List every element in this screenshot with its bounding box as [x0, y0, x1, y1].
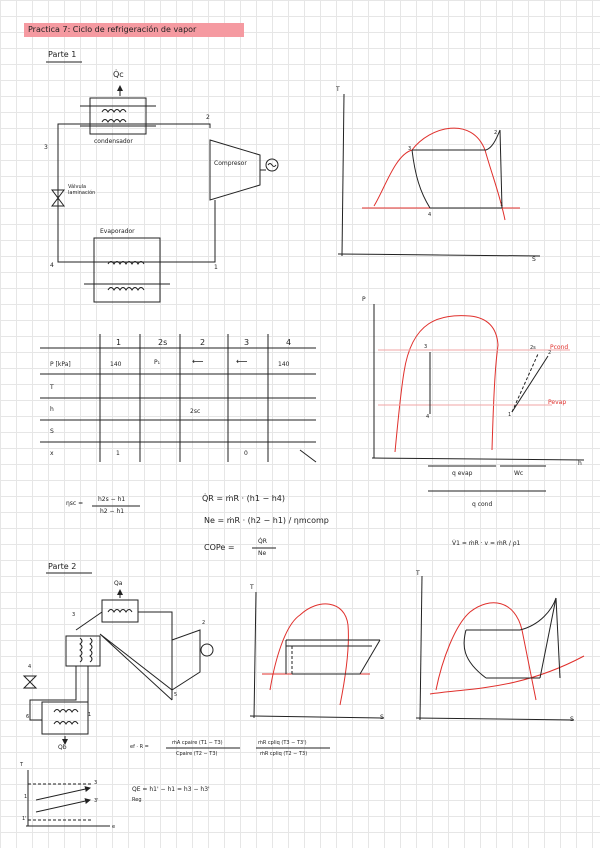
condenser-coil-bottom	[102, 120, 126, 123]
r-frac1-num: ṁA cpaire (T1 − T3)	[172, 740, 223, 746]
r-frac2-den: ṁR cpliq (T2 − T3)	[260, 751, 308, 757]
cell-p-4: 140	[278, 361, 290, 368]
qa-label: Qa	[114, 580, 123, 587]
cell-h-2s: 2sc	[190, 408, 201, 415]
condensador-box	[90, 98, 146, 134]
p2-node-1: 1	[88, 712, 92, 718]
ts-diagram-1	[338, 94, 540, 256]
node-1: 1	[214, 264, 218, 271]
table-header-1: 1	[116, 338, 122, 347]
condenser-coil-top	[102, 110, 126, 113]
mini-t-label: T	[20, 762, 24, 768]
ph1-point-2s: 2s	[530, 345, 536, 351]
cell-p-1: 140	[110, 361, 122, 368]
r-lhs: ef · R =	[130, 744, 149, 750]
ts3-t-label: T	[416, 570, 420, 577]
evaporador-box	[94, 238, 160, 302]
qc-label: Q̇c	[113, 70, 124, 79]
cell-x-3: 0	[244, 450, 248, 457]
mini-point-1p: 1'	[22, 816, 27, 822]
cop-denominator: Ne	[258, 550, 267, 557]
row-label-s: S	[50, 428, 54, 435]
p2-node-5: 5	[174, 692, 178, 698]
evaporador-label: Evaporador	[100, 228, 135, 235]
ts3-s-axis	[416, 718, 574, 720]
ts1-point-1: 1	[500, 202, 504, 208]
cell-p-2s: P₁	[154, 359, 161, 366]
ts1-point-4: 4	[428, 212, 432, 218]
table-header-2s: 2s	[158, 338, 168, 347]
ts2-s-axis	[250, 716, 384, 718]
ts1-t-label: T	[336, 86, 340, 93]
ts1-point-2: 2	[494, 130, 498, 136]
ts3-low-isobar	[430, 656, 584, 694]
ts3-dome	[436, 603, 536, 700]
wc-label: Wc	[514, 470, 524, 477]
table-header-4: 4	[286, 338, 292, 347]
ts-diagram-2	[250, 592, 384, 718]
ph1-isentropic	[512, 354, 538, 412]
ph1-dome	[395, 316, 498, 452]
ts2-t-label: T	[250, 584, 254, 591]
mini-e-label: e	[112, 824, 116, 830]
r-frac1-den: Cpaire (T2 − T3)	[176, 751, 218, 757]
cell-x-1: 1	[116, 450, 120, 457]
p2-node-4: 4	[28, 664, 32, 670]
ts1-expansion	[412, 150, 430, 208]
regenerator	[66, 636, 100, 666]
compresor-label: Compresor	[214, 160, 247, 167]
valvula-label: Válvula laminación	[68, 184, 96, 196]
ph1-h-label: h	[578, 460, 582, 467]
qb-label: Qb	[58, 744, 67, 751]
eta-denominator: h2 − h1	[100, 508, 125, 515]
ts3-t-axis	[420, 576, 422, 720]
page-title: Practica 7: Ciclo de refrigeración de vapor	[24, 23, 244, 37]
ts3-s-label: S	[570, 716, 574, 723]
pevap-label: Pevap	[548, 399, 567, 406]
condensador-label: condensador	[94, 138, 133, 145]
compresor-2	[172, 630, 200, 690]
ph1-point-2: 2	[548, 350, 552, 356]
ph-diagram-1	[372, 304, 584, 491]
v-equation: V̇1 = ṁR · v = ṁR / ρ1	[452, 540, 521, 547]
qevap-label: q evap	[452, 470, 473, 477]
parte1-heading: Parte 1	[48, 50, 77, 59]
node-4: 4	[50, 262, 54, 269]
table-header-2: 2	[200, 338, 206, 347]
ts1-point-3: 3	[408, 146, 412, 152]
p2-node-3: 3	[72, 612, 76, 618]
ts2-dome	[270, 604, 348, 705]
node-3: 3	[44, 144, 48, 151]
p2-node-6: 6	[26, 714, 30, 720]
p2-node-2: 2	[202, 620, 206, 626]
eta-label: ηsc =	[66, 500, 84, 507]
qcond-label: q cond	[472, 501, 493, 508]
ts1-superheat	[486, 130, 500, 150]
cell-p-3: ⟵	[236, 357, 248, 366]
ph1-point-3: 3	[424, 344, 428, 350]
qe-equation: QE = h1' − h1 = h3 − h3'	[132, 786, 210, 793]
ts1-s-label: S	[532, 256, 536, 263]
ts1-dome	[374, 128, 505, 220]
pcond-label: Pcond	[550, 344, 569, 351]
ph1-point-4: 4	[426, 414, 430, 420]
cop-label: COPe =	[204, 543, 235, 552]
ts2-s-label: S	[380, 714, 384, 721]
mini-point-3p: 3'	[94, 798, 99, 804]
ne-equation: Ne = ṁR · (h2 − h1) / ηmcomp	[204, 516, 329, 525]
row-label-x: x	[50, 450, 54, 457]
row-label-h: h	[50, 406, 54, 413]
eta-numerator: h2s − h1	[98, 496, 126, 503]
evaporador-2	[42, 702, 88, 734]
ph1-h-axis	[372, 458, 584, 460]
mini-point-3: 3	[94, 780, 98, 786]
property-table	[40, 334, 316, 462]
cell-p-2: ⟵	[192, 357, 204, 366]
cop-numerator: Q̇R	[258, 538, 267, 545]
qr-equation: Q̇R = ṁR · (h1 − h4)	[202, 494, 285, 503]
ph1-point-1: 1	[508, 412, 512, 418]
ts1-s-axis	[338, 254, 540, 256]
r-frac2-num: ṁR cpliq (T3 − T3')	[258, 740, 307, 746]
valvula-2	[24, 676, 36, 688]
ph1-p-label: P	[362, 296, 366, 303]
ts2-t-axis	[254, 592, 256, 718]
compresor-shape	[210, 140, 260, 200]
ts1-compression-line	[500, 130, 502, 208]
parte2-heading: Parte 2	[48, 562, 77, 571]
ts-diagram-3	[416, 576, 584, 720]
qe-subscript: Reg	[132, 797, 142, 803]
ts1-t-axis	[342, 94, 344, 256]
row-label-t: T	[50, 384, 54, 391]
table-header-3: 3	[244, 338, 250, 347]
mini-point-1: 1	[24, 794, 28, 800]
circuit-parte2	[24, 590, 213, 744]
ph1-real-compression	[512, 356, 548, 412]
evaporator-coil-bottom	[108, 288, 144, 291]
node-2: 2	[206, 114, 210, 121]
row-label-p: P [kPa]	[50, 361, 71, 368]
